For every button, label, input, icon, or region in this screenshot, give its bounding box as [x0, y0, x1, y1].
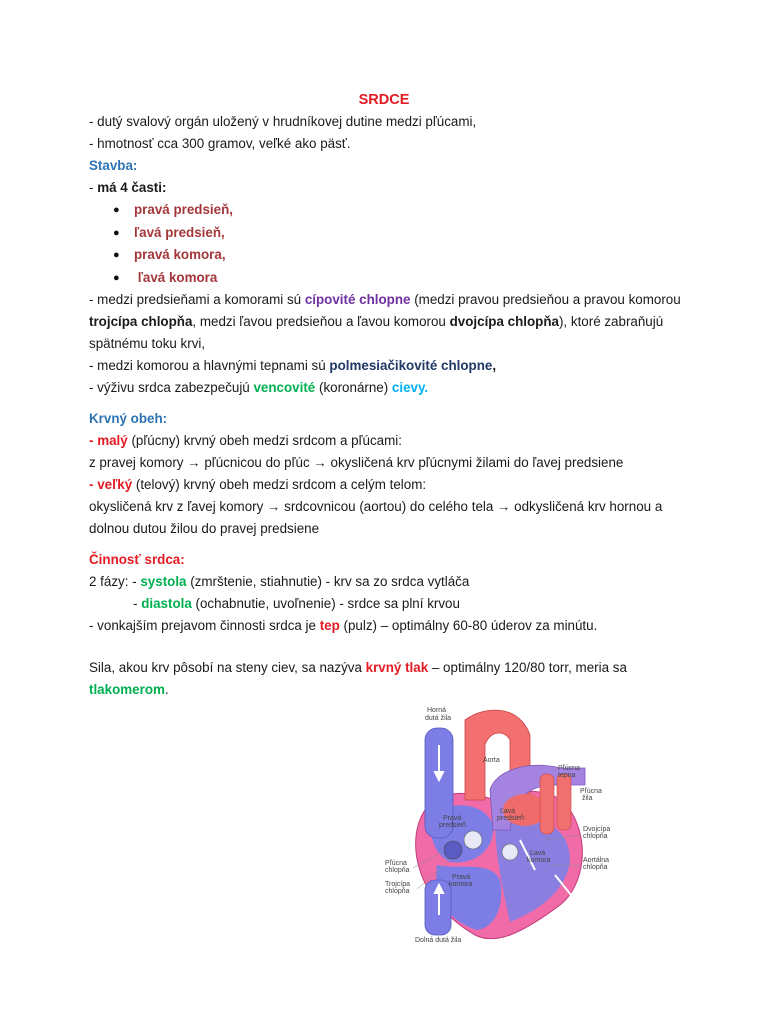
label-lava-predsien-2: predsieň [497, 815, 524, 822]
chlopne-paragraph: - medzi predsieňami a komorami sú cípovité chlopne (medzi pravou predsieňou a pravou komorou trojcípa chlopňa, medzi ľavou predsieňou a ľavou komorou dvojcípa chlopňa), ktoré zabraňujú spätnému toku krvi, [89, 292, 681, 351]
intro-line-1: - dutý svalový orgán uložený v hrudníkovej dutine medzi pľúcami, [89, 114, 477, 129]
label-plucna-zila: Pľúcna [580, 788, 602, 795]
label-horna-2: dutá žila [425, 715, 452, 722]
document-body [89, 92, 689, 701]
label-prava-predsien: Pravá [443, 815, 462, 822]
label-plucna-zila-2: žila [582, 795, 593, 802]
tlak-paragraph: Sila, akou krv pôsobí na steny ciev, sa nazýva krvný tlak – optimálny 120/80 torr, meria sa tlakomerom. [89, 660, 627, 697]
label-plucna-tepna: Pľúcna [558, 765, 580, 772]
label-plucna-chlopna-2: chlopňa [385, 867, 410, 874]
list-item: ● pravá komora, [89, 244, 689, 267]
heart-illustration [345, 690, 625, 970]
valve-icon-2 [502, 844, 518, 860]
label-aorta: Aorta [483, 757, 500, 764]
label-prava-komora-2: komora [449, 881, 473, 888]
label-trojcipa-2: chlopňa [385, 888, 410, 895]
list-item: ● ľavá komora [89, 267, 689, 290]
label-plucna-chlopna: Pľúcna [385, 860, 407, 867]
bullet-icon: ● [113, 226, 120, 239]
bullet-icon: ● [113, 271, 120, 284]
label-dvojcipa: Dvojcípa [583, 826, 611, 833]
obeh-heading: Krvný obeh: [89, 411, 168, 426]
vyziva-line: - výživu srdca zabezpečujú vencovité (koronárne) cievy. [89, 380, 429, 395]
list-item: ● ľavá predsieň, [89, 222, 689, 245]
label-prava-predsien-2: predsieň [439, 822, 466, 829]
label-horna: Horná [427, 707, 447, 714]
list-item: ● pravá predsieň, [89, 199, 689, 222]
label-lava-komora-2: komora [527, 857, 551, 864]
polmesiacikovite-line: - medzi komorou a hlavnými tepnami sú polmesiačikovité chlopne, [89, 358, 497, 373]
label-prava-komora: Pravá [452, 874, 471, 881]
label-plucna-tepna-2: tepna [558, 772, 576, 779]
heart-diagram [345, 690, 625, 970]
parts-list [89, 199, 689, 289]
velky-obeh-path: okysličená krv z ľavej komory → srdcovnicou (aortou) do celého tela → odkysličená krv hornou a dolnou dutou žilou do pravej predsiene [89, 499, 663, 536]
parts-intro: - má 4 časti: [89, 180, 167, 195]
intro-line-2: - hmotnosť cca 300 gramov, veľké ako päsť. [89, 136, 351, 151]
pulmonary-vein-shape-2 [557, 774, 571, 830]
bullet-icon: ● [113, 204, 120, 216]
page-title: SRDCE [358, 92, 410, 108]
maly-obeh-path: z pravej komory → pľúcnicou do pľúc → okysličená krv pľúcnymi žilami do ľavej predsiene [89, 455, 624, 470]
label-dolna: Dolná dutá žila [415, 937, 462, 944]
bullet-icon: ● [113, 249, 120, 261]
label-aortalna-2: chlopňa [583, 864, 608, 871]
cinnost-heading: Činnosť srdca: [89, 552, 185, 567]
label-lava-komora: Ľavá [530, 850, 546, 857]
systola-line: 2 fázy: - systola (zmrštenie, stiahnutie) - krv sa zo srdca vytláča [89, 574, 470, 589]
valve-icon-3 [444, 841, 462, 859]
diastola-line: - diastola (ochabnutie, uvoľnenie) - srdce sa plní krvou [133, 596, 460, 611]
label-dvojcipa-2: chlopňa [583, 833, 608, 840]
maly-obeh-line: - malý (pľúcny) krvný obeh medzi srdcom a pľúcami: [89, 433, 402, 448]
stavba-heading: Stavba: [89, 158, 138, 173]
label-aortalna: Aortálna [583, 857, 610, 864]
tep-line: - vonkajším prejavom činnosti srdca je tep (pulz) – optimálny 60-80 úderov za minútu. [89, 618, 598, 633]
label-lava-predsien: Ľavá [500, 808, 516, 815]
velky-obeh-line: - veľký (telový) krvný obeh medzi srdcom a celým telom: [89, 477, 427, 492]
pulmonary-vein-shape [540, 774, 554, 834]
label-trojcipa: Trojcípa [385, 881, 411, 888]
valve-icon [464, 831, 482, 849]
